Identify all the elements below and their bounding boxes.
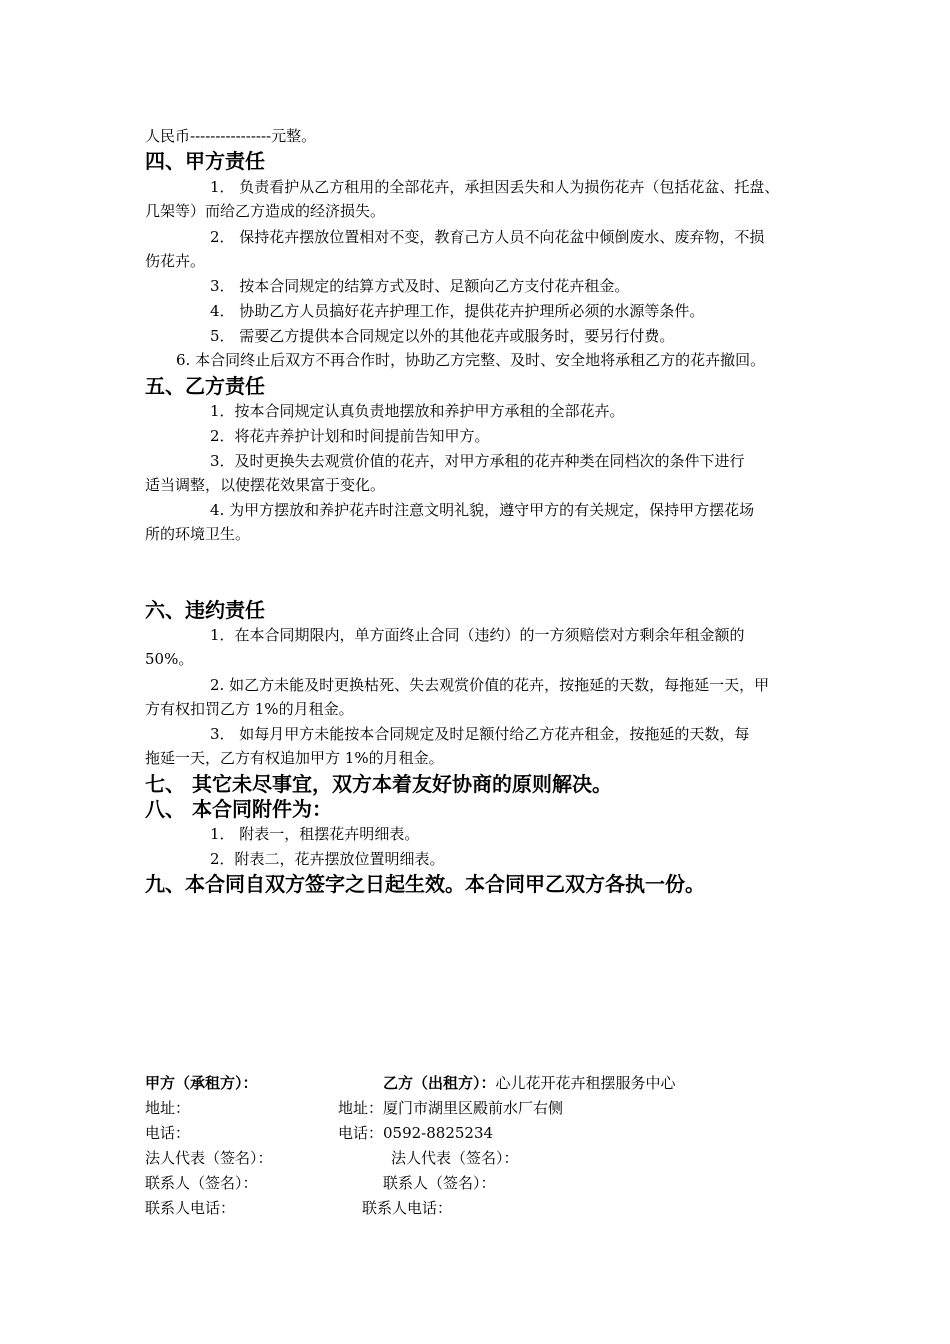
- section-6-item-2-line-2: 方有权扣罚乙方 1%的月租金。: [145, 700, 354, 718]
- section-8-title: 八、 本合同附件为：: [145, 797, 332, 821]
- party-a-contact: 联系人（签名）：: [145, 1174, 258, 1192]
- section-5-item-3-line-2: 适当调整，以使摆花效果富于变化。: [145, 476, 386, 494]
- section-4-item-3: 3． 按本合同规定的结算方式及时、足额向乙方支付花卉租金。: [210, 277, 630, 295]
- section-9-text: 九、本合同自双方签字之日起生效。本合同甲乙双方各执一份。: [145, 872, 705, 896]
- section-8-item-2: 2．附表二，花卉摆放位置明细表。: [210, 850, 445, 868]
- section-5-title: 五、乙方责任: [145, 374, 265, 398]
- party-a-address: 地址：: [145, 1099, 191, 1117]
- section-4-item-6: 6. 本合同终止后双方不再合作时，协助乙方完整、及时、安全地将承租乙方的花卉撤回。: [176, 351, 766, 369]
- party-b-legal-rep: 法人代表（签名）：: [391, 1149, 519, 1167]
- party-a-contact-phone: 联系人电话：: [145, 1199, 236, 1217]
- party-b-contact: 联系人（签名）：: [383, 1174, 496, 1192]
- party-a-label: 甲方（承租方）：: [145, 1074, 258, 1092]
- section-5-item-1: 1．按本合同规定认真负责地摆放和养护甲方承租的全部花卉。: [210, 402, 625, 420]
- party-b-label: 乙方（出租方）：: [383, 1074, 496, 1092]
- section-5-item-4-line-1: 4. 为甲方摆放和养护花卉时注意文明礼貌，遵守甲方的有关规定，保持甲方摆花场: [210, 501, 755, 519]
- section-4-item-5: 5． 需要乙方提供本合同规定以外的其他花卉或服务时，要另行付费。: [210, 327, 675, 345]
- section-4-item-1-line-1: 1． 负责看护从乙方租用的全部花卉，承担因丢失和人为损伤花卉（包括花盆、托盘、: [210, 178, 780, 196]
- section-6-title: 六、违约责任: [145, 598, 265, 622]
- section-5-item-2: 2．将花卉养护计划和时间提前告知甲方。: [210, 427, 490, 445]
- currency-line: 人民币----------------元整。: [145, 127, 317, 145]
- section-4-title: 四、甲方责任: [145, 149, 265, 173]
- section-4-item-2-line-2: 伤花卉。: [145, 252, 206, 270]
- section-4-item-4: 4． 协助乙方人员搞好花卉护理工作，提供花卉护理所必须的水源等条件。: [210, 302, 705, 320]
- section-4-item-2-line-1: 2． 保持花卉摆放位置相对不变，教育己方人员不向花盆中倾倒废水、废弃物，不损: [210, 228, 765, 246]
- section-6-item-1-line-2: 50%。: [145, 650, 194, 668]
- party-b-contact-phone: 联系人电话：: [362, 1199, 453, 1217]
- party-a-legal-rep: 法人代表（签名）：: [145, 1149, 273, 1167]
- section-6-item-3-line-1: 3． 如每月甲方未能按本合同规定及时足额付给乙方花卉租金，按拖延的天数，每: [210, 725, 750, 743]
- section-4-item-1-line-2: 几架等）而给乙方造成的经济损失。: [145, 202, 386, 220]
- section-6-item-1-line-1: 1．在本合同期限内，单方面终止合同（违约）的一方须赔偿对方剩余年租金额的: [210, 626, 745, 644]
- party-b-name: 心儿花开花卉租摆服务中心: [495, 1074, 676, 1092]
- section-5-item-3-line-1: 3．及时更换失去观赏价值的花卉，对甲方承租的花卉种类在同档次的条件下进行: [210, 452, 745, 470]
- section-5-item-4-line-2: 所的环境卫生。: [145, 525, 251, 543]
- party-a-phone: 电话：: [145, 1124, 191, 1142]
- section-8-item-1: 1． 附表一，租摆花卉明细表。: [210, 825, 420, 843]
- section-6-item-3-line-2: 拖延一天，乙方有权追加甲方 1%的月租金。: [145, 749, 444, 767]
- party-b-address: 地址：厦门市湖里区殿前水厂右侧: [338, 1099, 564, 1117]
- section-6-item-2-line-1: 2. 如乙方未能及时更换枯死、失去观赏价值的花卉，按拖延的天数，每拖延一天，甲: [210, 676, 770, 694]
- party-b-label-row: [383, 1073, 676, 1093]
- party-b-phone: 电话：0592-8825234: [338, 1124, 494, 1142]
- section-7-text: 七、 其它未尽事宜，双方本着友好协商的原则解决。: [145, 772, 612, 796]
